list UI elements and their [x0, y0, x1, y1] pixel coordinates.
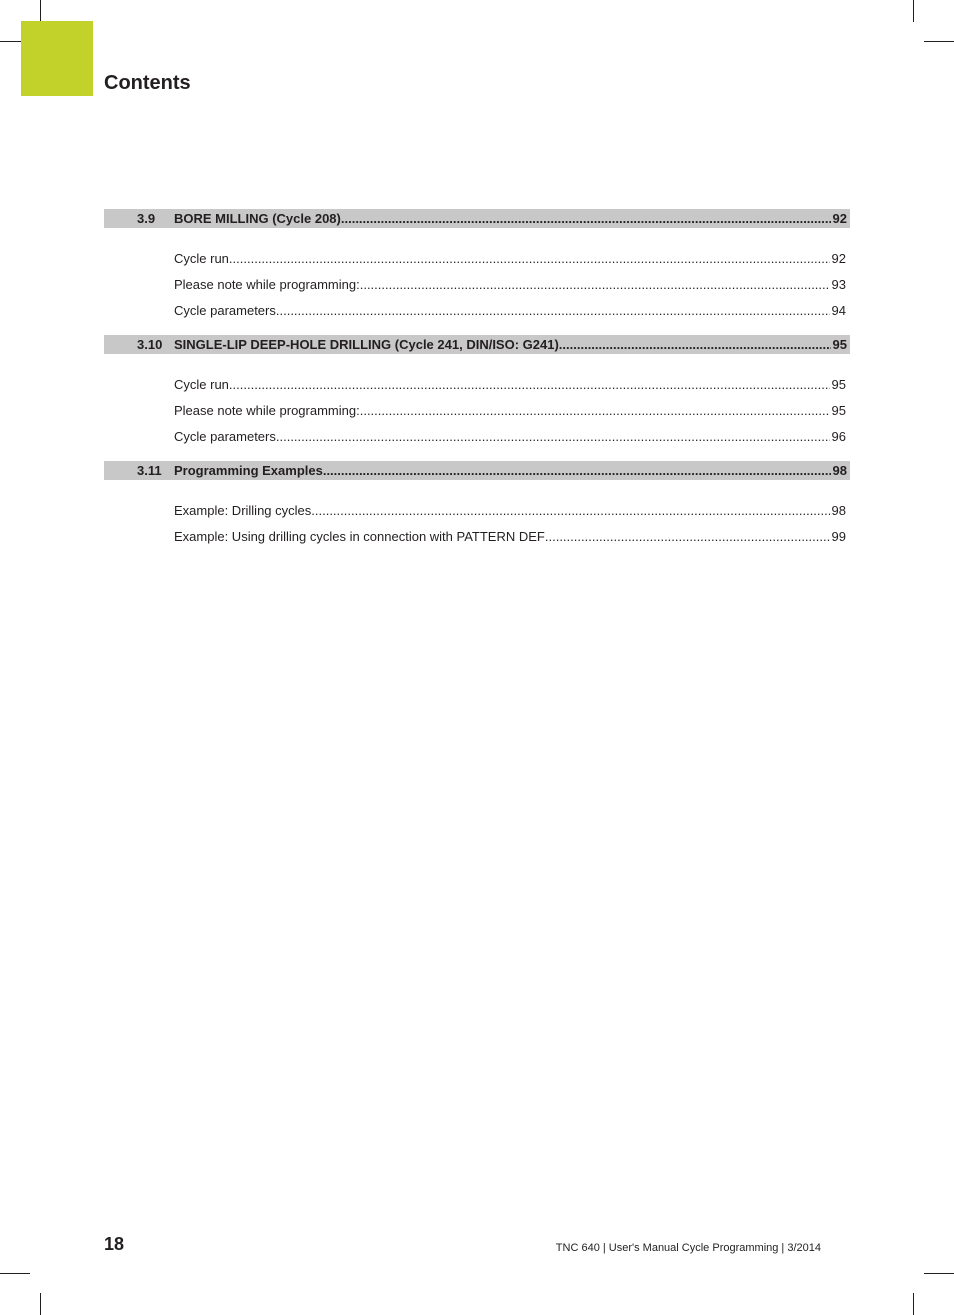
- entry-title: Cycle parameters: [174, 428, 276, 444]
- table-of-contents: [104, 209, 850, 549]
- entry-title: Cycle run: [174, 376, 229, 392]
- entry-page: 95: [831, 402, 846, 418]
- entry-title: Please note while programming:: [174, 402, 360, 418]
- entry-page: 98: [831, 502, 846, 518]
- entry-title: Example: Drilling cycles: [174, 502, 312, 518]
- footer-text: TNC 640 | User's Manual Cycle Programming | 3/2014: [555, 1242, 821, 1254]
- page-number: 18: [104, 1234, 125, 1254]
- page-title: Contents: [104, 72, 191, 94]
- entry-title: Cycle parameters: [174, 302, 276, 318]
- crop-mark: [924, 1273, 954, 1274]
- crop-mark: [40, 1293, 41, 1315]
- toc-section-3-9[interactable]: [104, 209, 850, 228]
- section-number: 3.9: [137, 211, 156, 226]
- section-title: BORE MILLING (Cycle 208) .....: [174, 211, 831, 226]
- crop-mark: [40, 0, 41, 22]
- chapter-accent-block: [21, 21, 93, 96]
- entry-page: 95: [831, 376, 846, 392]
- toc-entry[interactable]: [104, 245, 850, 271]
- crop-mark: [913, 0, 914, 22]
- section-number: 3.10: [137, 337, 163, 352]
- section-number: 3.11: [137, 463, 162, 478]
- toc-entry[interactable]: [104, 271, 850, 297]
- section-page: 95: [832, 337, 847, 352]
- crop-mark: [0, 1273, 30, 1274]
- section-page: 92: [832, 211, 847, 226]
- section-title: SINGLE-LIP DEEP-HOLE DRILLING (Cycle 241, DIN/ISO: G241) .....: [174, 337, 831, 352]
- toc-entry[interactable]: [104, 523, 850, 549]
- entry-page: 94: [831, 302, 846, 318]
- crop-mark: [924, 41, 954, 42]
- crop-mark: [913, 1293, 914, 1315]
- toc-section-3-11[interactable]: [104, 461, 850, 480]
- entry-page: 99: [831, 528, 846, 544]
- entry-page: 93: [831, 276, 846, 292]
- entry-title: Cycle run: [174, 250, 229, 266]
- toc-entry[interactable]: [104, 397, 850, 423]
- section-page: 98: [832, 463, 847, 478]
- toc-entry[interactable]: [104, 423, 850, 449]
- toc-entry[interactable]: [104, 371, 850, 397]
- section-title: Programming Examples .....: [174, 463, 831, 478]
- entry-title: Please note while programming:: [174, 276, 360, 292]
- entry-page: 96: [831, 428, 846, 444]
- toc-entry[interactable]: [104, 497, 850, 523]
- toc-entry[interactable]: [104, 297, 850, 323]
- entry-page: 92: [831, 250, 846, 266]
- entry-title: Example: Using drilling cycles in connection with PATTERN DEF: [174, 528, 545, 544]
- toc-section-3-10[interactable]: [104, 335, 850, 354]
